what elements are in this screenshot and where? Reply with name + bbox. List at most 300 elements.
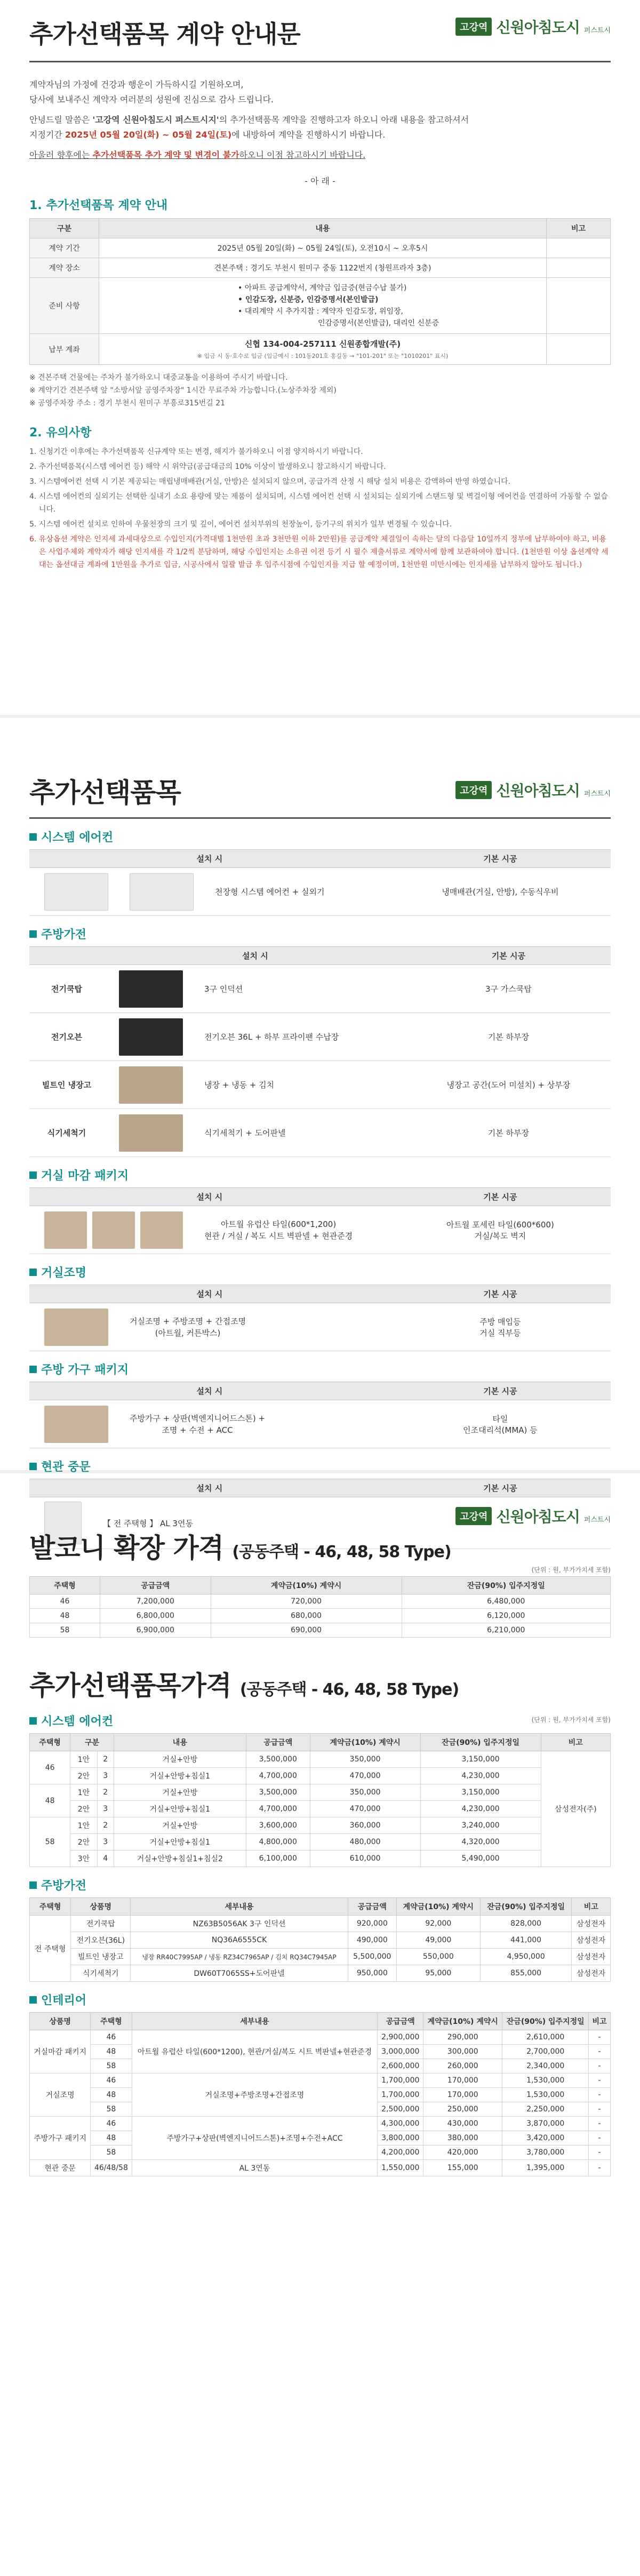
cell: 4,230,000 <box>420 1768 541 1784</box>
dishwasher-image <box>119 1114 183 1152</box>
cell: 전 주택형 <box>30 1916 71 1982</box>
cell: 2 <box>97 1784 114 1801</box>
square-icon <box>29 1463 37 1470</box>
cell: 48 <box>30 1784 70 1817</box>
table-row <box>30 1609 611 1623</box>
col-blank <box>29 947 104 965</box>
balcony-title <box>29 1527 611 1565</box>
install-text: 천장형 시스템 에어컨 + 실외기 <box>215 887 325 897</box>
cell: 2안 <box>70 1834 97 1851</box>
cell: 3,240,000 <box>420 1817 541 1834</box>
cell: 48 <box>91 2045 132 2059</box>
table-row <box>30 1851 611 1867</box>
cell: - <box>589 2030 611 2045</box>
cell: 350,000 <box>310 1784 420 1801</box>
row-content <box>99 278 547 334</box>
col-header: 주택형 <box>30 1577 100 1594</box>
unit-note: (단위 : 원, 부가가치세 포함) <box>531 1566 611 1574</box>
cell: 3,800,000 <box>378 2131 423 2146</box>
cell: 주방가구+상판(벽엔지니어드스톤)+조명+수전+ACC <box>132 2117 378 2160</box>
heading-text: 시스템 에어컨 <box>41 1715 114 1728</box>
cell: 2,500,000 <box>378 2102 423 2117</box>
cell: 거실+안방+침실1 <box>114 1834 246 1851</box>
unit-note: (단위 : 원, 부가가치세 포함) <box>531 1716 611 1724</box>
col-header: 공급금액 <box>100 1577 211 1594</box>
caution-item: 1. 신청기간 이후에는 추가선택품목 신규계약 또는 변경, 해지가 불가하오니 이점 양지하시기 바랍니다. <box>29 448 363 456</box>
square-icon <box>29 1996 37 2004</box>
cell: 490,000 <box>348 1932 396 1949</box>
square-icon <box>29 1171 37 1179</box>
table-row <box>30 1801 611 1817</box>
col-content: 내용 <box>99 219 547 238</box>
cell: 2안 <box>70 1768 97 1784</box>
install-cell <box>104 1061 406 1109</box>
cell: 6,800,000 <box>100 1609 211 1623</box>
brand-name: 신원아침도시 <box>496 19 580 36</box>
options-title: 추가선택품목 <box>29 777 181 808</box>
kitchen-table <box>29 946 611 1157</box>
cell: 4,800,000 <box>246 1834 310 1851</box>
intro-line-2: 당사에 보내주신 계약자 여러분의 성원에 진심으로 감사 드립니다. <box>29 94 274 105</box>
basic-cell <box>390 1400 611 1448</box>
cell: 4,300,000 <box>378 2117 423 2131</box>
cell: 빌트인 냉장고 <box>71 1949 131 1965</box>
note-item: ※ 공영주차장 주소 : 경기 부천시 원미구 부흥로315번길 21 <box>29 399 226 408</box>
cell: 거실+안방 <box>114 1817 246 1834</box>
furniture-table <box>29 1382 611 1448</box>
cell: 2,610,000 <box>502 2030 589 2045</box>
prep-item: • 인감도장, 신분증, 인감증명서(본인발급) <box>238 296 379 304</box>
table-row <box>30 1932 611 1949</box>
cell: 58 <box>30 1817 70 1867</box>
basic-cell <box>390 1303 611 1351</box>
cell: - <box>589 2045 611 2059</box>
cell: DW60T7065SS+도어판넬 <box>131 1965 348 1982</box>
cell: 360,000 <box>310 1817 420 1834</box>
interior-price-heading <box>29 1991 611 2008</box>
brand-sub: 퍼스트시 <box>583 26 611 35</box>
col-install: 설치 시 <box>29 1188 390 1206</box>
brand-logo <box>455 1505 611 1527</box>
col-header: 주택형 <box>30 1898 71 1916</box>
cell: 920,000 <box>348 1916 396 1932</box>
table-row <box>30 2117 611 2131</box>
intro-line-4c: 에 내방하여 계약을 진행하시기 바랍니다. <box>231 130 386 140</box>
title-divider <box>29 61 611 62</box>
cell: 4,700,000 <box>246 1801 310 1817</box>
cell: AL 3연동 <box>132 2160 378 2176</box>
table-row <box>30 334 611 365</box>
table-row <box>30 1784 611 1801</box>
cell: 2 <box>97 1817 114 1834</box>
room-image <box>140 1211 183 1249</box>
install-text: 거실조명 + 주방조명 + 간접조명 <box>130 1316 246 1326</box>
section2-heading: 2. 유의사항 <box>29 426 92 440</box>
cell: 380,000 <box>423 2131 502 2146</box>
cell: 155,000 <box>423 2160 502 2176</box>
cell: 95,000 <box>396 1965 480 1982</box>
square-icon <box>29 930 37 938</box>
cell: 거실+안방 <box>114 1784 246 1801</box>
col-install: 설치 시 <box>29 1285 390 1303</box>
table-row <box>30 258 611 278</box>
heading-text: 거실조명 <box>41 1266 87 1280</box>
square-icon <box>29 1269 37 1276</box>
square-icon <box>29 1881 37 1889</box>
row-content: 견본주택 : 경기도 부천시 원미구 중동 1122번지 (청원프라자 3층) <box>99 258 547 278</box>
ac-image <box>44 873 108 911</box>
cell: 6,900,000 <box>100 1623 211 1638</box>
maker-cell: 삼성전자(주) <box>541 1751 610 1867</box>
table-row <box>29 1061 611 1109</box>
cell: 46 <box>91 2117 132 2131</box>
install-text: 아트월 유럽산 타일(600*1,200) <box>220 1219 337 1229</box>
row-name: 빌트인 냉장고 <box>29 1061 104 1109</box>
cell: 거실+안방+침실1 <box>114 1801 246 1817</box>
intro-text <box>29 77 611 163</box>
parking-notes <box>29 371 611 410</box>
col-basic: 기본 시공 <box>390 1382 611 1400</box>
cell: 거실조명+주방조명+간접조명 <box>132 2073 378 2117</box>
cell: 2 <box>97 1751 114 1768</box>
kitchen-furniture-image <box>44 1406 108 1443</box>
cell: 6,210,000 <box>402 1623 610 1638</box>
col-header: 주택형 <box>91 2013 132 2030</box>
cell: 3,000,000 <box>378 2045 423 2059</box>
cell: 350,000 <box>310 1751 420 1768</box>
cell: 2안 <box>70 1801 97 1817</box>
options-section <box>0 718 640 1528</box>
cell: NQ36A6555CK <box>131 1932 348 1949</box>
install-cell <box>29 1206 390 1254</box>
intro-line-3c: 의 추가선택품목 계약을 진행하고자 하오니 아래 내용을 참고하셔서 <box>219 115 469 125</box>
cell: 300,000 <box>423 2045 502 2059</box>
cell: 거실+안방+침실1+침실2 <box>114 1851 246 1867</box>
cell: 170,000 <box>423 2073 502 2088</box>
col-header: 계약금(10%) 계약시 <box>396 1898 480 1916</box>
row-name: 전기쿡탑 <box>29 965 104 1013</box>
cell: 1안 <box>70 1817 97 1834</box>
square-icon <box>29 1366 37 1373</box>
basic-text: 거실/복도 벽지 <box>474 1231 526 1241</box>
cell: 46 <box>91 2073 132 2088</box>
price-section <box>0 1473 640 2176</box>
cell: 855,000 <box>480 1965 572 1982</box>
cell: 720,000 <box>211 1594 402 1609</box>
cell: 3,780,000 <box>502 2146 589 2160</box>
col-header: 세부내용 <box>131 1898 348 1916</box>
cell: 4,950,000 <box>480 1949 572 1965</box>
table-row <box>29 868 611 916</box>
cell: - <box>589 2160 611 2176</box>
cell: 58 <box>91 2102 132 2117</box>
row-label: 납부 계좌 <box>30 334 99 365</box>
col-category: 구분 <box>30 219 99 238</box>
intro-line-5c: 하오니 이점 참고하시기 바랍니다. <box>239 150 366 160</box>
brand-sub: 퍼스트시 <box>583 789 611 798</box>
basic-cell: 기본 하부장 <box>406 1013 611 1061</box>
cell: 전기쿡탑 <box>71 1916 131 1932</box>
cell: 현관 중문 <box>30 2160 91 2176</box>
col-header: 구분 <box>70 1734 114 1751</box>
basic-cell: 기본 하부장 <box>406 1109 611 1157</box>
cell: 46 <box>30 1751 70 1784</box>
heading-text: 현관 중문 <box>41 1461 91 1474</box>
cell: 4,320,000 <box>420 1834 541 1851</box>
furniture-heading <box>29 1361 611 1377</box>
col-header: 계약금(10%) 계약시 <box>211 1577 402 1594</box>
title-sub: (공동주택 - 46, 48, 58 Type) <box>232 1543 451 1561</box>
col-install: 설치 시 <box>29 850 390 868</box>
system-ac-table <box>29 849 611 916</box>
prep-item: • 대리계약 시 추가지참 : 계약자 인감도장, 위임장, <box>238 307 403 316</box>
cell: 1,530,000 <box>502 2073 589 2088</box>
cell: 58 <box>91 2146 132 2160</box>
cell: 1,550,000 <box>378 2160 423 2176</box>
heading-text: 주방가전 <box>41 928 87 942</box>
title-text: 추가선택품목가격 <box>29 1670 231 1701</box>
table-row <box>30 1817 611 1834</box>
cell: 290,000 <box>423 2030 502 2045</box>
cell: 3,150,000 <box>420 1751 541 1768</box>
cell: 4,700,000 <box>246 1768 310 1784</box>
cell: 420,000 <box>423 2146 502 2160</box>
brand-badge: 고강역 <box>455 781 492 799</box>
cell: - <box>589 2146 611 2160</box>
table-row <box>30 278 611 334</box>
cell: 430,000 <box>423 2117 502 2131</box>
row-note <box>547 278 611 334</box>
cell: 170,000 <box>423 2088 502 2102</box>
cell: 3,870,000 <box>502 2117 589 2131</box>
contract-period-highlight: 2025년 05월 20일(화) ~ 05월 24일(토) <box>65 130 232 140</box>
bank-account: 신협 134-004-257111 신원종합개발(주) <box>244 339 401 349</box>
account-note: ※ 입금 시 동·호수로 입금 (입금예시 : 101동201호 홍길동 → "101-201" 또는 "1010201" 표시) <box>197 353 449 360</box>
cell: 260,000 <box>423 2059 502 2073</box>
cell: 46 <box>91 2030 132 2045</box>
title-sub: (공동주택 - 46, 48, 58 Type) <box>239 1680 459 1699</box>
cell: 3,150,000 <box>420 1784 541 1801</box>
lighting-heading <box>29 1264 611 1280</box>
brand-badge: 고강역 <box>455 1507 492 1525</box>
room-image <box>44 1211 87 1249</box>
col-basic: 기본 시공 <box>390 1188 611 1206</box>
living-heading <box>29 1167 611 1183</box>
cell: 680,000 <box>211 1609 402 1623</box>
table-row <box>29 1303 611 1351</box>
intro-line-5a: 아울러 향후에는 <box>29 150 93 160</box>
col-header: 잔금(90%) 입주지정일 <box>402 1577 610 1594</box>
lighting-table <box>29 1285 611 1351</box>
cell: 470,000 <box>310 1801 420 1817</box>
cell: 3 <box>97 1768 114 1784</box>
intro-line-4a: 지정기간 <box>29 130 65 140</box>
cell: 2,340,000 <box>502 2059 589 2073</box>
install-text: 【 전 주택형 】 AL 3연동 <box>103 1518 193 1528</box>
cell: - <box>589 2102 611 2117</box>
kitchen-price-table <box>29 1897 611 1982</box>
page-title: 추가선택품목 계약 안내문 <box>29 20 300 49</box>
row-label: 준비 사항 <box>30 278 99 334</box>
cell: 3 <box>97 1801 114 1817</box>
cell: - <box>589 2059 611 2073</box>
col-basic: 기본 시공 <box>390 1479 611 1497</box>
basic-cell: 냉매배관(거실, 안방), 수동식우비 <box>390 868 611 916</box>
install-text: 주방가구 + 상판(벽엔지니어드스톤) + <box>130 1413 266 1423</box>
cell: 4,200,000 <box>378 2146 423 2160</box>
no-change-highlight: 추가선택품목 추가 계약 및 변경이 불가 <box>92 150 239 160</box>
basic-cell <box>390 1206 611 1254</box>
install-text: 냉장 + 냉동 + 김치 <box>204 1080 275 1090</box>
fridge-image <box>119 1066 183 1104</box>
caution-item: 4. 시스템 에어컨의 실외기는 선택한 실내기 소요 용량에 맞는 제품이 설치되며, 시스템 에어컨 선택 시 설치되는 실외기에 스탠드형 및 벽걸이형 에어컨을 연결하여 가동할 수 없습니다. <box>29 492 608 514</box>
section1-heading: 1. 추가선택품목 계약 안내 <box>29 199 168 212</box>
install-cell <box>104 1109 406 1157</box>
heading-text: 시스템 에어컨 <box>41 831 114 844</box>
cell: 거실+안방+침실1 <box>114 1768 246 1784</box>
cell: 2,900,000 <box>378 2030 423 2045</box>
cell: 1안 <box>70 1784 97 1801</box>
cell: 48 <box>91 2088 132 2102</box>
cell: 6,100,000 <box>246 1851 310 1867</box>
intro-line-3a: 안녕드릴 말씀은 <box>29 115 93 125</box>
cell: 250,000 <box>423 2102 502 2117</box>
table-row <box>30 1623 611 1638</box>
col-header: 주택형 <box>30 1734 70 1751</box>
table-row <box>29 1400 611 1448</box>
notice-section <box>0 0 640 715</box>
col-header: 계약금(10%) 계약시 <box>310 1734 420 1751</box>
table-row <box>30 238 611 258</box>
cell: 1,395,000 <box>502 2160 589 2176</box>
brand-sub: 퍼스트시 <box>583 1516 611 1524</box>
cell: 49,000 <box>396 1932 480 1949</box>
cell: 냉장 RR40C7995AP / 냉동 RZ34C7965AP / 김치 RQ34C7945AP <box>131 1949 348 1965</box>
install-cell <box>29 1303 390 1351</box>
cell: 46/48/58 <box>91 2160 132 2176</box>
cell: 1,700,000 <box>378 2088 423 2102</box>
table-row <box>29 1013 611 1061</box>
basic-text: 거실 직부등 <box>479 1328 521 1338</box>
cell: 5,490,000 <box>420 1851 541 1867</box>
cell: 690,000 <box>211 1623 402 1638</box>
cell: 3,500,000 <box>246 1784 310 1801</box>
col-header: 상품명 <box>30 2013 91 2030</box>
cell: 아트월 유럽산 타일(600*1200), 현관/거실/복도 시트 벽판넬+현관준경 <box>132 2030 378 2073</box>
title-text: 발코니 확장 가격 <box>29 1533 223 1564</box>
cell: 3 <box>97 1834 114 1851</box>
cell: 5,500,000 <box>348 1949 396 1965</box>
cell: 3,600,000 <box>246 1817 310 1834</box>
col-basic: 기본 시공 <box>406 947 611 965</box>
col-header: 비고 <box>572 1898 611 1916</box>
install-text: 전기오븐 36L + 하부 프라이팬 수납장 <box>204 1032 339 1042</box>
basic-cell: 냉장고 공간(도어 미설치) + 상부장 <box>406 1061 611 1109</box>
cell: 1안 <box>70 1751 97 1768</box>
table-row <box>30 1834 611 1851</box>
oven-image <box>119 1018 183 1056</box>
center-mark: - 아 래 - <box>305 176 335 186</box>
install-cell <box>29 1400 390 1448</box>
row-name: 전기오븐 <box>29 1013 104 1061</box>
prep-item: 인감증명서(본인발급), 대리인 신분증 <box>318 319 439 328</box>
cell: 441,000 <box>480 1932 572 1949</box>
install-cell <box>29 868 390 916</box>
table-row <box>29 1109 611 1157</box>
basic-text: 아트월 포세린 타일(600*600) <box>446 1219 554 1230</box>
row-note <box>547 258 611 278</box>
prep-item: • 아파트 공급계약서, 계약금 입금증(현금수납 불가) <box>238 284 407 292</box>
cell: 거실마감 패키지 <box>30 2030 91 2073</box>
cell: 480,000 <box>310 1834 420 1851</box>
col-header: 공급금액 <box>348 1898 396 1916</box>
row-label: 계약 장소 <box>30 258 99 278</box>
cell: 48 <box>91 2131 132 2146</box>
caution-item: 3. 시스템에어컨 선택 시 기본 제공되는 매립냉매배관(거실, 안방)은 설치되지 않으며, 공급가격 산정 시 해당 설치 비용은 감액하여 반영 하였습니다. <box>29 477 511 486</box>
cell: NZ63B5056AK 3구 인덕션 <box>131 1916 348 1932</box>
col-header: 상품명 <box>71 1898 131 1916</box>
cell: 2,700,000 <box>502 2045 589 2059</box>
balcony-table <box>29 1576 611 1638</box>
col-header: 비고 <box>589 2013 611 2030</box>
cell: 58 <box>30 1623 100 1638</box>
row-content: 2025년 05월 20일(화) ~ 05월 24일(토), 오전10시 ~ 오후5시 <box>99 238 547 258</box>
brand-logo <box>455 16 611 37</box>
install-text: 3구 인덕션 <box>204 984 243 994</box>
col-header: 잔금(90%) 입주지정일 <box>502 2013 589 2030</box>
ac-price-heading <box>29 1712 611 1729</box>
living-table <box>29 1187 611 1254</box>
kitchen-heading <box>29 926 611 942</box>
table-row <box>30 2160 611 2176</box>
intro-line-1: 계약자님의 가정에 건강과 행운이 가득하시길 기원하오며, <box>29 79 244 90</box>
col-header: 세부내용 <box>132 2013 378 2030</box>
cell: 46 <box>30 1594 100 1609</box>
cell: 828,000 <box>480 1916 572 1932</box>
cell: 48 <box>30 1609 100 1623</box>
cell: 92,000 <box>396 1916 480 1932</box>
col-install: 설치 시 <box>29 1382 390 1400</box>
col-header: 잔금(90%) 입주지정일 <box>480 1898 572 1916</box>
cell: 삼성전자 <box>572 1916 611 1932</box>
col-basic: 기본 시공 <box>390 850 611 868</box>
brand-name: 신원아침도시 <box>496 1508 580 1526</box>
col-note: 비고 <box>547 219 611 238</box>
basic-text: 타일 <box>492 1414 508 1424</box>
cell: 2,250,000 <box>502 2102 589 2117</box>
caution-list <box>29 445 611 571</box>
table-row <box>29 965 611 1013</box>
contract-info-table <box>29 218 611 365</box>
install-text: (아트월, 커튼박스) <box>155 1328 221 1338</box>
brand-logo <box>455 779 611 801</box>
cell: 식기세척기 <box>71 1965 131 1982</box>
heading-text: 주방 가구 패키지 <box>41 1363 129 1377</box>
cell: 삼성전자 <box>572 1965 611 1982</box>
basic-cell: 3구 가스쿡탑 <box>406 965 611 1013</box>
cooktop-image <box>119 970 183 1008</box>
install-cell <box>104 965 406 1013</box>
cell: 4,230,000 <box>420 1801 541 1817</box>
cell: 4 <box>97 1851 114 1867</box>
cell: 3,420,000 <box>502 2131 589 2146</box>
cell: 주방가구 패키지 <box>30 2117 91 2160</box>
brand-name: 신원아침도시 <box>496 782 580 800</box>
room-image <box>92 1211 135 1249</box>
install-text: 조명 + 수전 + ACC <box>162 1425 233 1435</box>
caution-item: 5. 시스템 에어컨 설치로 인하여 우물천장의 크기 및 깊이, 에어컨 설치부위의 천장높이, 등기구의 위치가 일부 변경될 수 있습니다. <box>29 520 452 529</box>
interior-price-table <box>29 2012 611 2176</box>
